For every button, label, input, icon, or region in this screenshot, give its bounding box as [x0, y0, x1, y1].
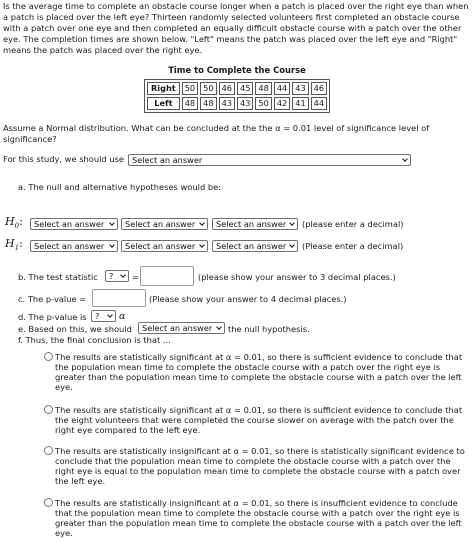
chevron-down-icon: [109, 242, 115, 248]
test-statistic-label: b. The test statistic: [18, 272, 98, 282]
cell: 45: [237, 82, 253, 95]
row-label: Left: [147, 97, 180, 110]
chevron-down-icon: [216, 324, 222, 330]
conclusion-radio-4[interactable]: [44, 498, 53, 507]
part-a-intro: a. The null and alternative hypotheses would be:: [18, 182, 222, 192]
p-value-compare-label: d. The p-value is: [18, 312, 87, 322]
h0-parameter-select[interactable]: Select an answer: [30, 218, 118, 230]
cell: 46: [219, 82, 235, 95]
conclusion-option-3: The results are statistically insignificant at α = 0.01, so there is statistically significant evidence to conclude that the population mean time to complete the obstacle course with a patch over the right eye is equal to the population mean time to complete the obstacle course with a patch over the left eye.: [55, 446, 465, 486]
chevron-down-icon: [199, 220, 205, 226]
conclusion-radio-1[interactable]: [44, 352, 53, 361]
decision-suffix: the null hypothesis.: [228, 324, 310, 334]
decision-select[interactable]: Select an answer: [138, 322, 225, 334]
chevron-down-icon: [107, 312, 113, 318]
p-value-input[interactable]: [92, 289, 146, 307]
table-row-right: [147, 82, 327, 95]
decision-label: e. Based on this, we should: [18, 324, 132, 334]
row-label: Right: [147, 82, 180, 95]
study-prefix: For this study, we should use: [3, 154, 125, 164]
conclusion-radio-3[interactable]: [44, 446, 53, 455]
chevron-down-icon: [109, 220, 115, 226]
alpha-symbol: α: [119, 311, 126, 322]
h0-operator-select[interactable]: Select an answer: [121, 218, 208, 230]
cell: 50: [200, 82, 216, 95]
assumption-question: Assume a Normal distribution. What can be concluded at the the α = 0.01 level of significance level of significance?: [3, 123, 430, 144]
conclusion-radio-2[interactable]: [44, 405, 53, 414]
cell: 44: [311, 97, 327, 110]
cell: 48: [200, 97, 216, 110]
problem-intro: Is the average time to complete an obstacle course longer when a patch is placed over the right eye than when a patch is placed over the left eye? Thirteen randomly selected volunteers first completed an obstacle course with a patch over one eye and then completed an equally difficult obstacle course with a patch over the other eye. The completion times are shown below. "Left" means the patch was placed over the left eye and "Right" means the patch was placed over the right eye.: [3, 1, 469, 55]
conclusion-option-4: The results are statistically insignificant at α = 0.01, so there is insufficient evidence to conclude that the population mean time to complete the obstacle course with a patch over the right eye is greater than the population mean time to complete the obstacle course with a patch over the left eye.: [55, 498, 462, 538]
table-row-left: [147, 97, 327, 110]
study-select[interactable]: [128, 154, 411, 166]
cell: 43: [219, 97, 235, 110]
p-value-label: c. The p-value =: [18, 294, 87, 304]
chevron-down-icon: [289, 242, 295, 248]
conclusion-option-1: The results are statistically significant at α = 0.01, so there is sufficient evidence to conclude that the population mean time to complete the obstacle course with a patch over the right eye is greater than the population mean time to complete the obstacle course with a patch over the left eye.: [55, 352, 463, 392]
equals-sign: =: [132, 272, 139, 282]
chevron-down-icon: [402, 156, 408, 162]
p-value-note: (Please show your answer to 4 decimal places.): [149, 294, 347, 304]
h0-decimal-note: (please enter a decimal): [302, 219, 404, 229]
cell: 43: [237, 97, 253, 110]
h1-operator-select[interactable]: Select an answer: [121, 240, 208, 252]
cell: 48: [255, 82, 271, 95]
h1-label: $H_1$:: [5, 237, 23, 253]
cell: 42: [274, 97, 290, 110]
h1-parameter-select[interactable]: Select an answer: [30, 240, 118, 252]
cell: 43: [292, 82, 308, 95]
table-title: Time to Complete the Course: [168, 65, 306, 75]
cell: 48: [182, 97, 198, 110]
chevron-down-icon: [120, 272, 126, 278]
test-statistic-input[interactable]: [140, 266, 194, 286]
chevron-down-icon: [199, 242, 205, 248]
h1-decimal-note: (Please enter a decimal): [302, 241, 404, 251]
conclusion-option-2: The results are statistically significant at α = 0.01, so there is sufficient evidence to conclude that the eight volunteers that were completed the course slower on average with the patch over the right eye compared to the left eye.: [55, 405, 463, 435]
h0-value-select[interactable]: Select an answer: [212, 218, 298, 230]
cell: 41: [292, 97, 308, 110]
test-statistic-type-select[interactable]: ?: [105, 270, 129, 282]
data-table: [144, 79, 330, 113]
cell: 50: [255, 97, 271, 110]
h0-label: $H_0$:: [5, 215, 23, 231]
cell: 50: [182, 82, 198, 95]
h1-value-select[interactable]: Select an answer: [212, 240, 298, 252]
cell: 46: [311, 82, 327, 95]
test-statistic-note: (please show your answer to 3 decimal places.): [198, 272, 396, 282]
chevron-down-icon: [289, 220, 295, 226]
cell: 44: [274, 82, 290, 95]
p-value-compare-select[interactable]: ?: [91, 310, 116, 322]
conclusion-label: f. Thus, the final conclusion is that ...: [18, 335, 171, 345]
select-value: Select an answer: [132, 155, 203, 165]
